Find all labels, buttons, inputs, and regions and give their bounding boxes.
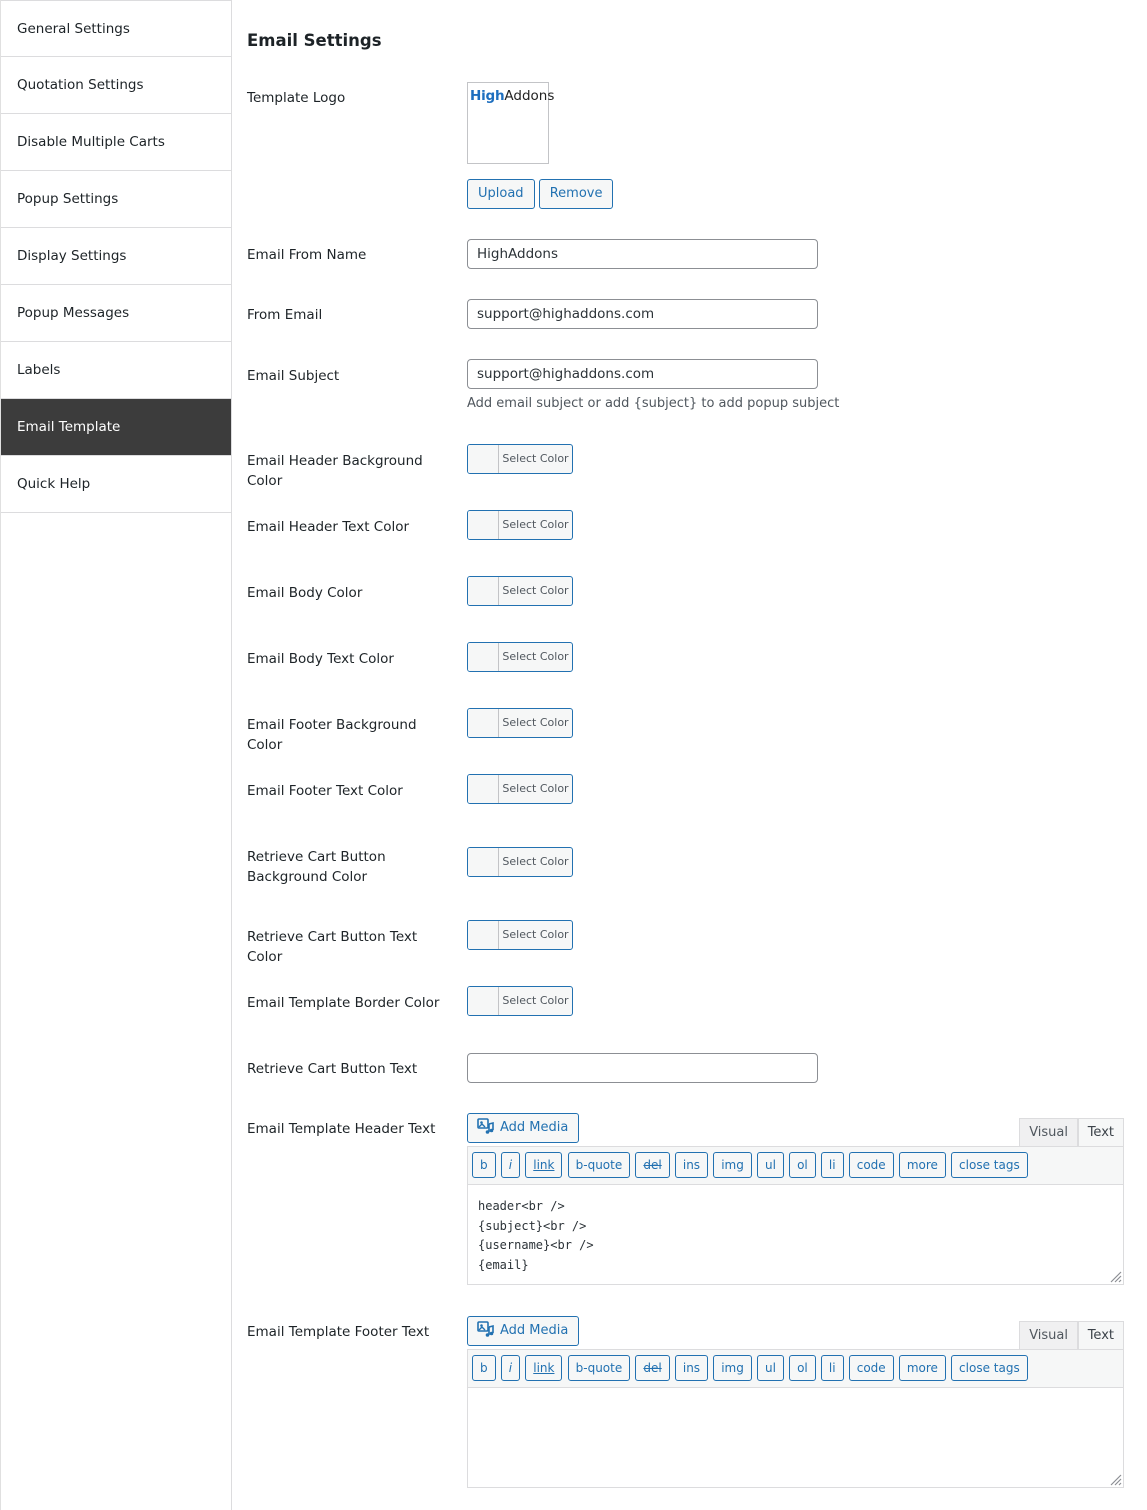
- select-color-label: Select Color: [502, 650, 569, 663]
- qt-li-button[interactable]: li: [821, 1355, 844, 1381]
- tab-visual[interactable]: Visual: [1019, 1118, 1078, 1147]
- select-color-button[interactable]: [467, 510, 573, 540]
- color-swatch: [468, 511, 499, 539]
- color-field-label: Email Body Text Color: [247, 651, 394, 667]
- upload-logo-button[interactable]: Upload: [467, 179, 535, 209]
- tab-text[interactable]: Text: [1078, 1321, 1124, 1351]
- qt-italic-button[interactable]: i: [501, 1355, 520, 1381]
- settings-sidebar: [0, 0, 232, 1510]
- sidebar-item-quick-help[interactable]: Quick Help: [1, 456, 231, 513]
- color-swatch: [468, 643, 499, 671]
- select-color-label: Select Color: [502, 716, 569, 729]
- color-swatch: [468, 709, 499, 737]
- header-text-label: Email Template Header Text: [247, 1121, 436, 1137]
- sidebar-item-display-settings[interactable]: Display Settings: [1, 228, 231, 285]
- select-color-button[interactable]: [467, 642, 573, 672]
- template-logo-label: Template Logo: [247, 90, 346, 106]
- from-email-label: From Email: [247, 307, 323, 323]
- tab-visual[interactable]: Visual: [1019, 1321, 1078, 1350]
- color-field-label: Email Body Color: [247, 585, 363, 601]
- logo-addons-text: Addons: [504, 88, 555, 104]
- footer-text-label: Email Template Footer Text: [247, 1324, 430, 1340]
- sidebar-item-quotation-settings[interactable]: Quotation Settings: [1, 57, 231, 114]
- qt-code-button[interactable]: code: [849, 1355, 894, 1381]
- qt-img-button[interactable]: img: [713, 1355, 752, 1381]
- add-media-label: Add Media: [500, 1120, 569, 1135]
- color-swatch: [468, 445, 499, 473]
- editor-line: {subject}<br />: [478, 1218, 587, 1233]
- qt-ins-button[interactable]: ins: [675, 1355, 708, 1381]
- qt-code-button[interactable]: code: [849, 1152, 894, 1178]
- color-swatch: [468, 775, 499, 803]
- select-color-button[interactable]: [467, 708, 573, 738]
- sidebar-item-email-template[interactable]: Email Template: [1, 399, 231, 456]
- editor-line: {email}: [478, 1257, 529, 1272]
- sidebar-item-general-settings[interactable]: General Settings: [1, 0, 231, 57]
- color-swatch: [468, 848, 499, 876]
- qt-link-button[interactable]: link: [525, 1355, 562, 1381]
- tab-text[interactable]: Text: [1078, 1118, 1124, 1148]
- resize-handle-icon[interactable]: [1108, 1472, 1122, 1486]
- quicktags-toolbar: [467, 1146, 1124, 1185]
- qt-more-button[interactable]: more: [899, 1355, 946, 1381]
- select-color-button[interactable]: [467, 986, 573, 1016]
- quicktags-toolbar: [467, 1349, 1124, 1388]
- header-text-textarea[interactable]: [467, 1184, 1124, 1285]
- qt-link-button[interactable]: link: [525, 1152, 562, 1178]
- color-field-label: Retrieve Cart Button Background Color: [247, 849, 386, 885]
- template-logo-preview: [467, 82, 555, 164]
- qt-ol-button[interactable]: ol: [789, 1152, 816, 1178]
- footer-text-textarea[interactable]: [467, 1387, 1124, 1488]
- email-subject-input[interactable]: support@highaddons.com: [467, 359, 818, 389]
- qt-ol-button[interactable]: ol: [789, 1355, 816, 1381]
- page-title: Email Settings: [247, 31, 382, 50]
- email-subject-help: Add email subject or add {subject} to add popup subject: [467, 396, 840, 411]
- qt-del-button[interactable]: del: [635, 1355, 669, 1381]
- qt-bold-button[interactable]: b: [472, 1355, 496, 1381]
- email-subject-label: Email Subject: [247, 368, 340, 384]
- qt-del-button[interactable]: del: [635, 1152, 669, 1178]
- logo-high-text: High: [470, 88, 505, 104]
- media-icon: [477, 1320, 495, 1338]
- add-media-label: Add Media: [500, 1323, 569, 1338]
- editor-line: {username}<br />: [478, 1238, 594, 1252]
- retrieve-cart-text-label: Retrieve Cart Button Text: [247, 1061, 418, 1077]
- qt-li-button[interactable]: li: [821, 1152, 844, 1178]
- email-from-name-input[interactable]: HighAddons: [467, 239, 818, 269]
- editor-line: header<br />: [478, 1199, 565, 1213]
- color-swatch: [468, 987, 499, 1015]
- select-color-label: Select Color: [502, 994, 569, 1007]
- color-field-label: Email Footer Background Color: [247, 717, 417, 753]
- select-color-label: Select Color: [502, 584, 569, 597]
- qt-close-tags-button[interactable]: close tags: [951, 1355, 1028, 1381]
- select-color-button[interactable]: [467, 847, 573, 877]
- retrieve-cart-text-input[interactable]: [467, 1053, 818, 1083]
- select-color-button[interactable]: [467, 444, 573, 474]
- media-icon: [477, 1117, 495, 1135]
- email-from-name-label: Email From Name: [247, 247, 367, 263]
- color-field-label: Retrieve Cart Button Text Color: [247, 929, 418, 965]
- color-field-label: Email Template Border Color: [247, 995, 440, 1011]
- sidebar-item-labels[interactable]: Labels: [1, 342, 231, 399]
- sidebar-item-popup-settings[interactable]: Popup Settings: [1, 171, 231, 228]
- add-media-button[interactable]: [467, 1113, 579, 1143]
- color-swatch: [468, 921, 499, 949]
- color-field-label: Email Header Background Color: [247, 453, 423, 489]
- color-field-label: Email Footer Text Color: [247, 783, 403, 799]
- from-email-input[interactable]: support@highaddons.com: [467, 299, 818, 329]
- add-media-button[interactable]: [467, 1316, 579, 1346]
- color-field-label: Email Header Text Color: [247, 519, 410, 535]
- sidebar-item-popup-messages[interactable]: Popup Messages: [1, 285, 231, 342]
- resize-handle-icon[interactable]: [1108, 1269, 1122, 1283]
- qt-ul-button[interactable]: ul: [757, 1152, 784, 1178]
- qt-ul-button[interactable]: ul: [757, 1355, 784, 1381]
- qt-bold-button[interactable]: b: [472, 1152, 496, 1178]
- select-color-button[interactable]: [467, 576, 573, 606]
- qt-bquote-button[interactable]: b-quote: [568, 1355, 631, 1381]
- qt-img-button[interactable]: img: [713, 1152, 752, 1178]
- sidebar-item-disable-multiple-carts[interactable]: Disable Multiple Carts: [1, 114, 231, 171]
- select-color-label: Select Color: [502, 518, 569, 531]
- select-color-button[interactable]: [467, 920, 573, 950]
- select-color-label: Select Color: [502, 782, 569, 795]
- qt-bquote-button[interactable]: b-quote: [568, 1152, 631, 1178]
- select-color-label: Select Color: [502, 855, 569, 868]
- select-color-label: Select Color: [502, 452, 569, 465]
- remove-logo-button[interactable]: Remove: [539, 179, 614, 209]
- color-swatch: [468, 577, 499, 605]
- qt-close-tags-button[interactable]: close tags: [951, 1152, 1028, 1178]
- qt-italic-button[interactable]: i: [501, 1152, 520, 1178]
- qt-ins-button[interactable]: ins: [675, 1152, 708, 1178]
- select-color-button[interactable]: [467, 774, 573, 804]
- qt-more-button[interactable]: more: [899, 1152, 946, 1178]
- select-color-label: Select Color: [502, 928, 569, 941]
